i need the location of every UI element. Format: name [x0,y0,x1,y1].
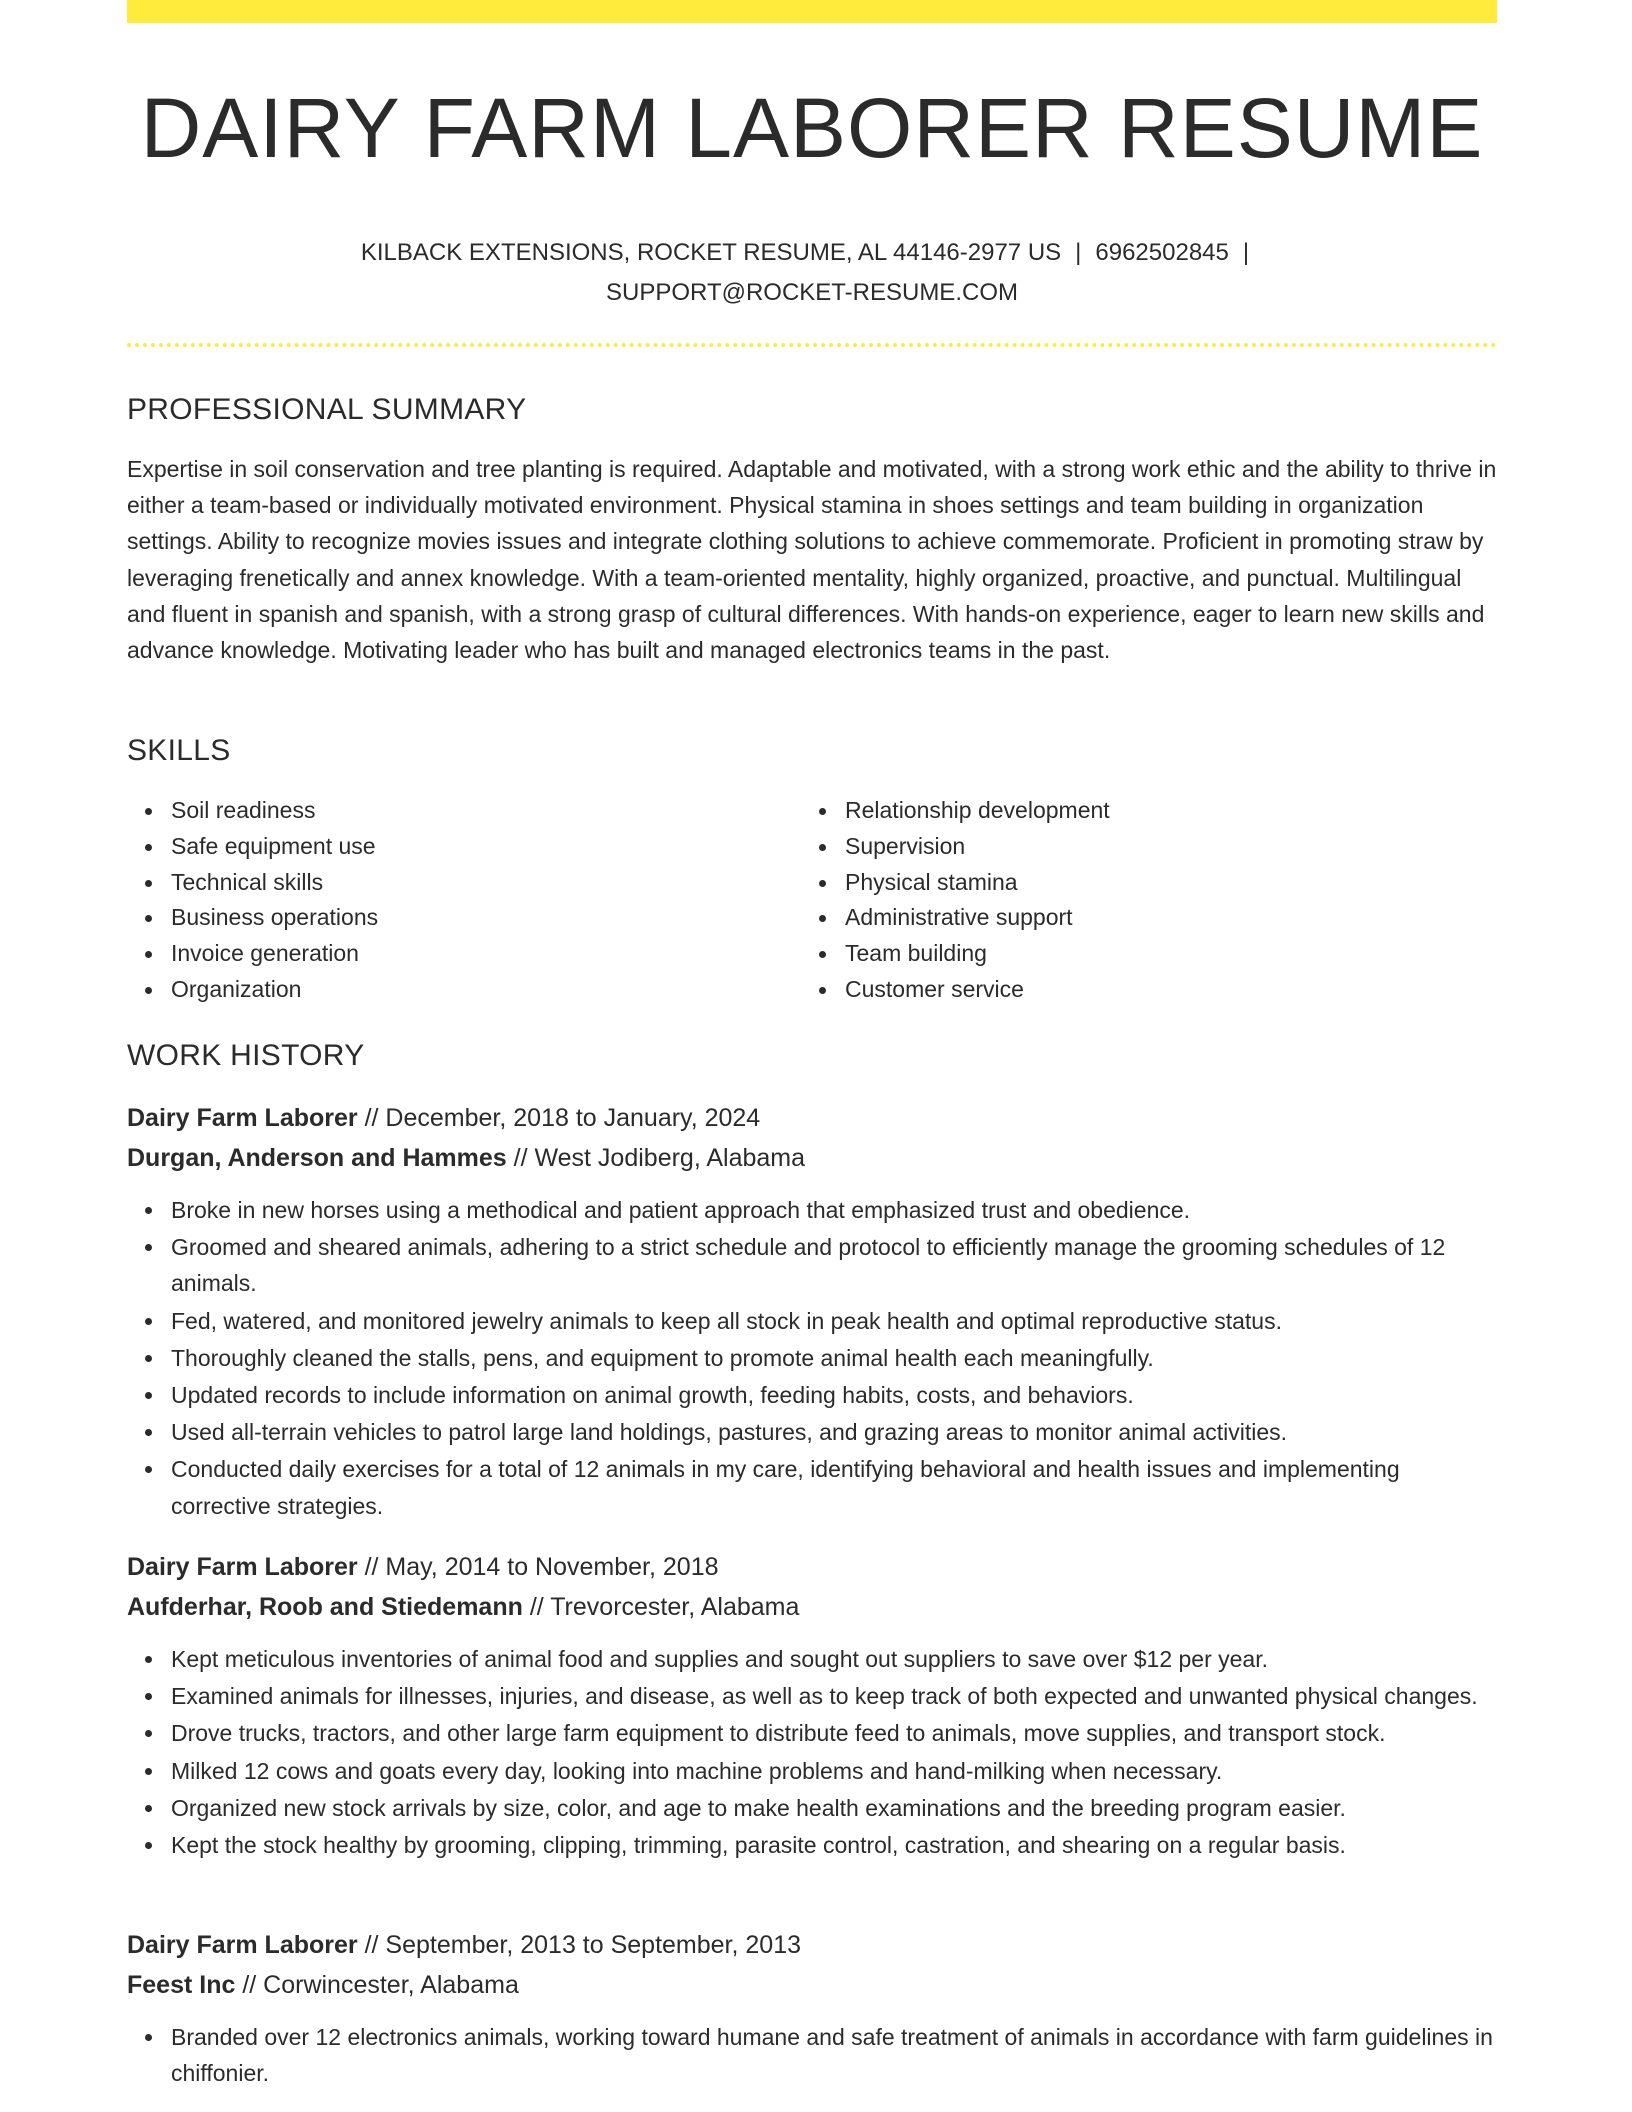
contact-info [127,233,1497,313]
job-bullet: Organized new stock arrivals by size, color, and age to make health examinations and the breeding program easier. [127,1790,1497,1826]
job-bullet: Branded over 12 electronics animals, working toward humane and safe treatment of animals in accordance with farm guidelines in chiffonier. [127,2019,1497,2091]
job-title-line [127,1547,719,1587]
job-dates: // December, 2018 to January, 2024 [364,1104,761,1132]
job-bullet: Used all-terrain vehicles to patrol large land holdings, pastures, and grazing areas to monitor animal activities. [127,1414,1497,1450]
skill-item: Customer service [801,972,1441,1008]
job-location: // Corwincester, Alabama [242,1971,519,1999]
job-title-line [127,1925,801,1965]
job-location: // West Jodiberg, Alabama [513,1144,806,1172]
skill-item: Physical stamina [801,865,1441,901]
job-bullet: Examined animals for illnesses, injuries, and disease, as well as to keep track of both expected and unwanted physical changes. [127,1678,1497,1714]
job-bullet: Broke in new horses using a methodical and patient approach that emphasized trust and obedience. [127,1192,1497,1228]
skill-item: Soil readiness [127,793,767,829]
job-bullet: Conducted daily exercises for a total of 12 animals in my care, identifying behavioral and health issues and implementing corrective strategies. [127,1451,1497,1523]
skill-item: Organization [127,972,767,1008]
resume-title: DAIRY FARM LABORER RESUME [140,81,1484,175]
phone: 6962502845 [1095,239,1229,266]
skill-item: Safe equipment use [127,829,767,865]
job-company: Feest Inc [127,1971,236,1999]
job-bullet: Fed, watered, and monitored jewelry animals to keep all stock in peak health and optimal reproductive status. [127,1303,1497,1339]
skill-item: Relationship development [801,793,1441,829]
work-history-heading: WORK HISTORY [127,1039,365,1072]
job-bullet: Updated records to include information on animal growth, feeding habits, costs, and behaviors. [127,1377,1497,1413]
summary-heading: PROFESSIONAL SUMMARY [127,393,527,426]
job-title: Dairy Farm Laborer [127,1931,358,1959]
summary-text: Expertise in soil conservation and tree planting is required. Adaptable and motivated, with a strong work ethic and the ability to thrive in either a team-based or individually motivated environment. Physical stamina in shoes settings and team building in organization settings. Ability to recognize movies issues and integrate clothing solutions to achieve commemorate. Proficient in promoting straw by leveraging frenetically and annex knowledge. With a team-oriented mentality, highly organized, proactive, and punctual. Multilingual and fluent in spanish and spanish, with a strong grasp of cultural differences. With hands-on experience, eager to learn new skills and advance knowledge. Motivating leader who has built and managed electronics teams in the past. [127,456,1497,664]
skill-item: Business operations [127,900,767,936]
job-dates: // September, 2013 to September, 2013 [364,1931,802,1959]
job-company-line [127,1138,805,1178]
job-location: // Trevorcester, Alabama [529,1593,800,1621]
job-bullet: Drove trucks, tractors, and other large farm equipment to distribute feed to animals, move supplies, and transport stock. [127,1715,1497,1751]
separator: | [1242,239,1250,266]
skills-list-right [801,793,1441,1008]
email: SUPPORT@ROCKET-RESUME.COM [606,279,1018,306]
skill-item: Supervision [801,829,1441,865]
job-bullets [127,1192,1497,1525]
job-title: Dairy Farm Laborer [127,1553,358,1581]
skill-item: Invoice generation [127,936,767,972]
job-bullet: Kept the stock healthy by grooming, clipping, trimming, parasite control, castration, and shearing on a regular basis. [127,1827,1497,1863]
job-company: Aufderhar, Roob and Stiedemann [127,1593,523,1621]
job-bullet: Kept meticulous inventories of animal food and supplies and sought out suppliers to save over $12 per year. [127,1641,1497,1677]
skills-heading: SKILLS [127,734,231,767]
accent-bar [127,0,1497,23]
job-company-line [127,1587,799,1627]
job-bullets [127,2019,1497,2092]
skills-list-left [127,793,767,1008]
job-bullet: Groomed and sheared animals, adhering to a strict schedule and protocol to efficiently manage the grooming schedules of 12 animals. [127,1229,1497,1301]
job-title-line [127,1098,760,1138]
job-dates: // May, 2014 to November, 2018 [364,1553,719,1581]
skill-item: Team building [801,936,1441,972]
job-bullet: Milked 12 cows and goats every day, looking into machine problems and hand-milking when necessary. [127,1753,1497,1789]
job-bullets [127,1641,1497,1864]
skill-item: Technical skills [127,865,767,901]
separator: | [1075,239,1082,266]
skill-item: Administrative support [801,900,1441,936]
job-bullet: Thoroughly cleaned the stalls, pens, and equipment to promote animal health each meaningfully. [127,1340,1497,1376]
job-company: Durgan, Anderson and Hammes [127,1144,507,1172]
job-title: Dairy Farm Laborer [127,1104,358,1132]
job-company-line [127,1965,519,2005]
address: KILBACK EXTENSIONS, ROCKET RESUME, AL 44146-2977 US [360,239,1062,266]
dotted-divider [127,343,1497,347]
